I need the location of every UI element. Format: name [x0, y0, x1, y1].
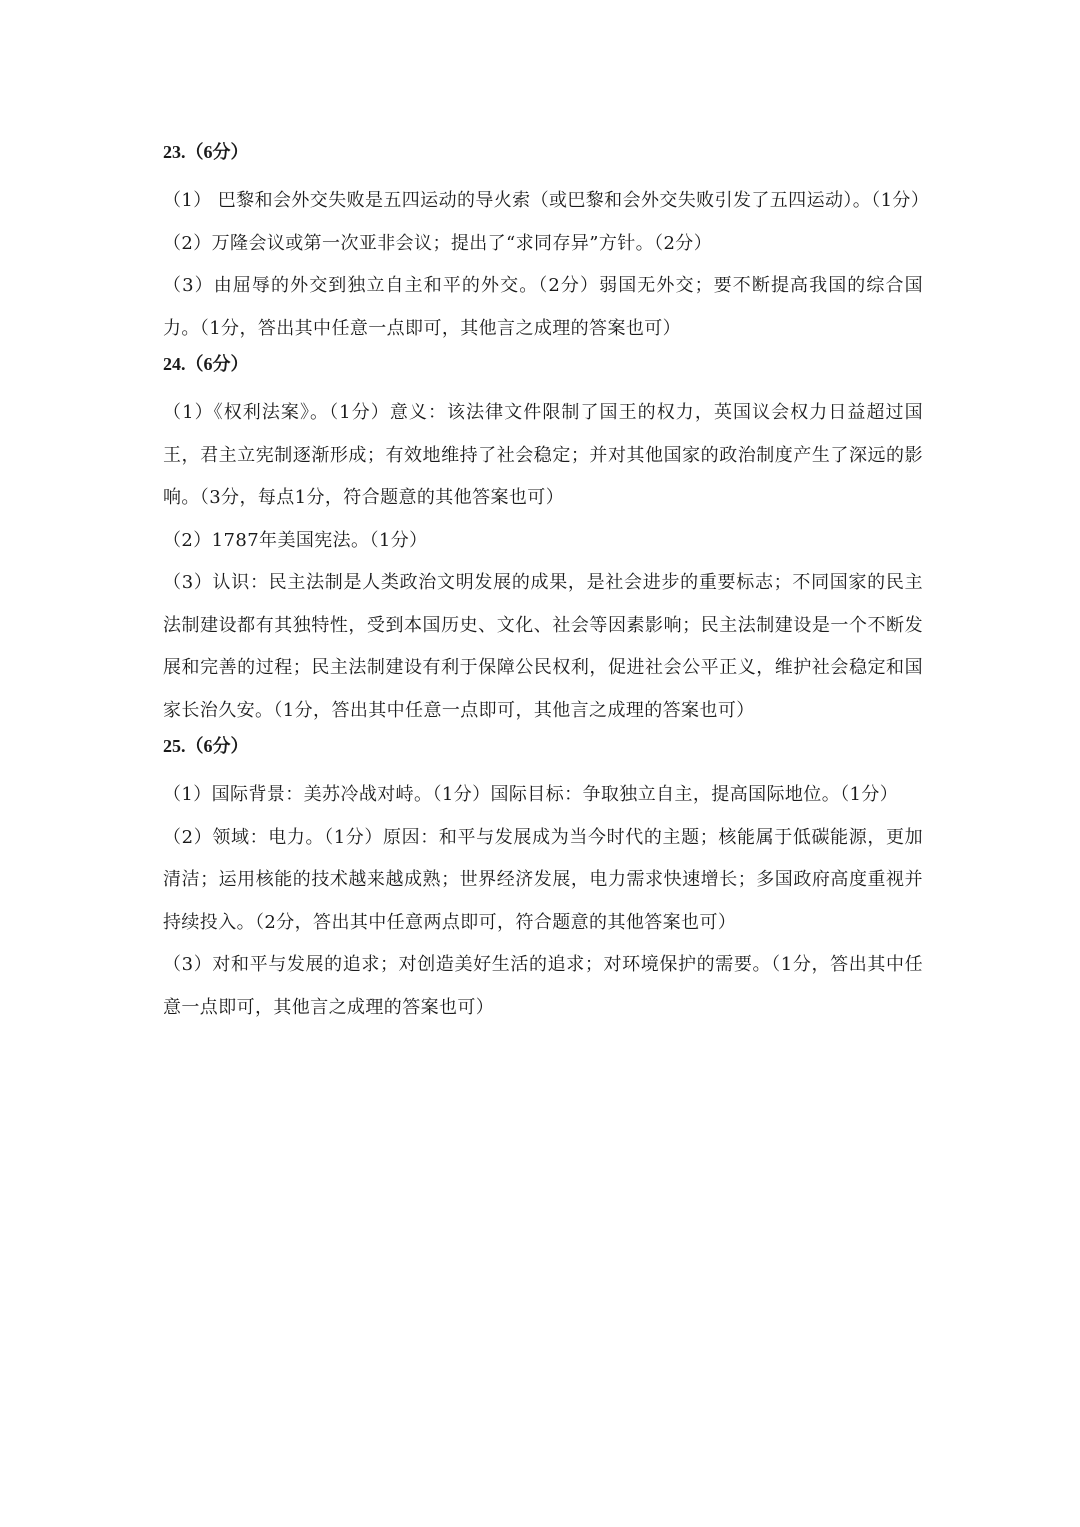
answer-item: （3）由屈辱的外交到独立自主和平的外交。（2分）弱国无外交；要不断提高我国的综合国力。（1分，答出其中任意一点即可，其他言之成理的答案也可） — [163, 275, 923, 339]
answer-item: （3）对和平与发展的追求；对创造美好生活的追求；对环境保护的需要。（1分，答出其中任意一点即可，其他言之成理的答案也可） — [163, 954, 923, 1018]
answer-item: （2）1787年美国宪法。（1分） — [163, 529, 428, 551]
question-heading: 24.（6分） — [163, 354, 249, 374]
answer-key-document — [163, 138, 930, 1029]
question-25 — [163, 732, 923, 1029]
answer-item: （1） 巴黎和会外交失败是五四运动的导火索（或巴黎和会外交失败引发了五四运动）。（1分） — [163, 190, 930, 211]
answer-item: （3）认识：民主法制是人类政治文明发展的成果，是社会进步的重要标志；不同国家的民主法制建设都有其独特性，受到本国历史、文化、社会等因素影响；民主法制建设是一个不断发展和完善的过程；民主法制建设有利于保障公民权利，促进社会公平正义，维护社会稳定和国家长治久安。（1分，答出其中任意一点即可，其他言之成理的答案也可） — [163, 572, 923, 721]
question-heading: 23.（6分） — [163, 142, 249, 162]
answer-item: （1）《权利法案》。（1分）意义：该法律文件限制了国王的权力，英国议会权力日益超过国王，君主立宪制逐渐形成；有效地维持了社会稳定；并对其他国家的政治制度产生了深远的影响。（3分，每点1分，符合题意的其他答案也可） — [163, 402, 923, 508]
answer-item: （1）国际背景：美苏冷战对峙。（1分）国际目标：争取独立自主，提高国际地位。（1分） — [163, 784, 899, 805]
question-23 — [163, 138, 930, 350]
question-heading: 25.（6分） — [163, 736, 249, 756]
answer-item: （2）领域：电力。（1分）原因：和平与发展成为当今时代的主题；核能属于低碳能源，更加清洁；运用核能的技术越来越成熟；世界经济发展，电力需求快速增长；多国政府高度重视并持续投入。（2分，答出其中任意两点即可，符合题意的其他答案也可） — [163, 826, 923, 933]
question-24 — [163, 350, 923, 732]
answer-item: （2）万隆会议或第一次亚非会议；提出了“求同存异”方针。（2分） — [163, 232, 713, 254]
